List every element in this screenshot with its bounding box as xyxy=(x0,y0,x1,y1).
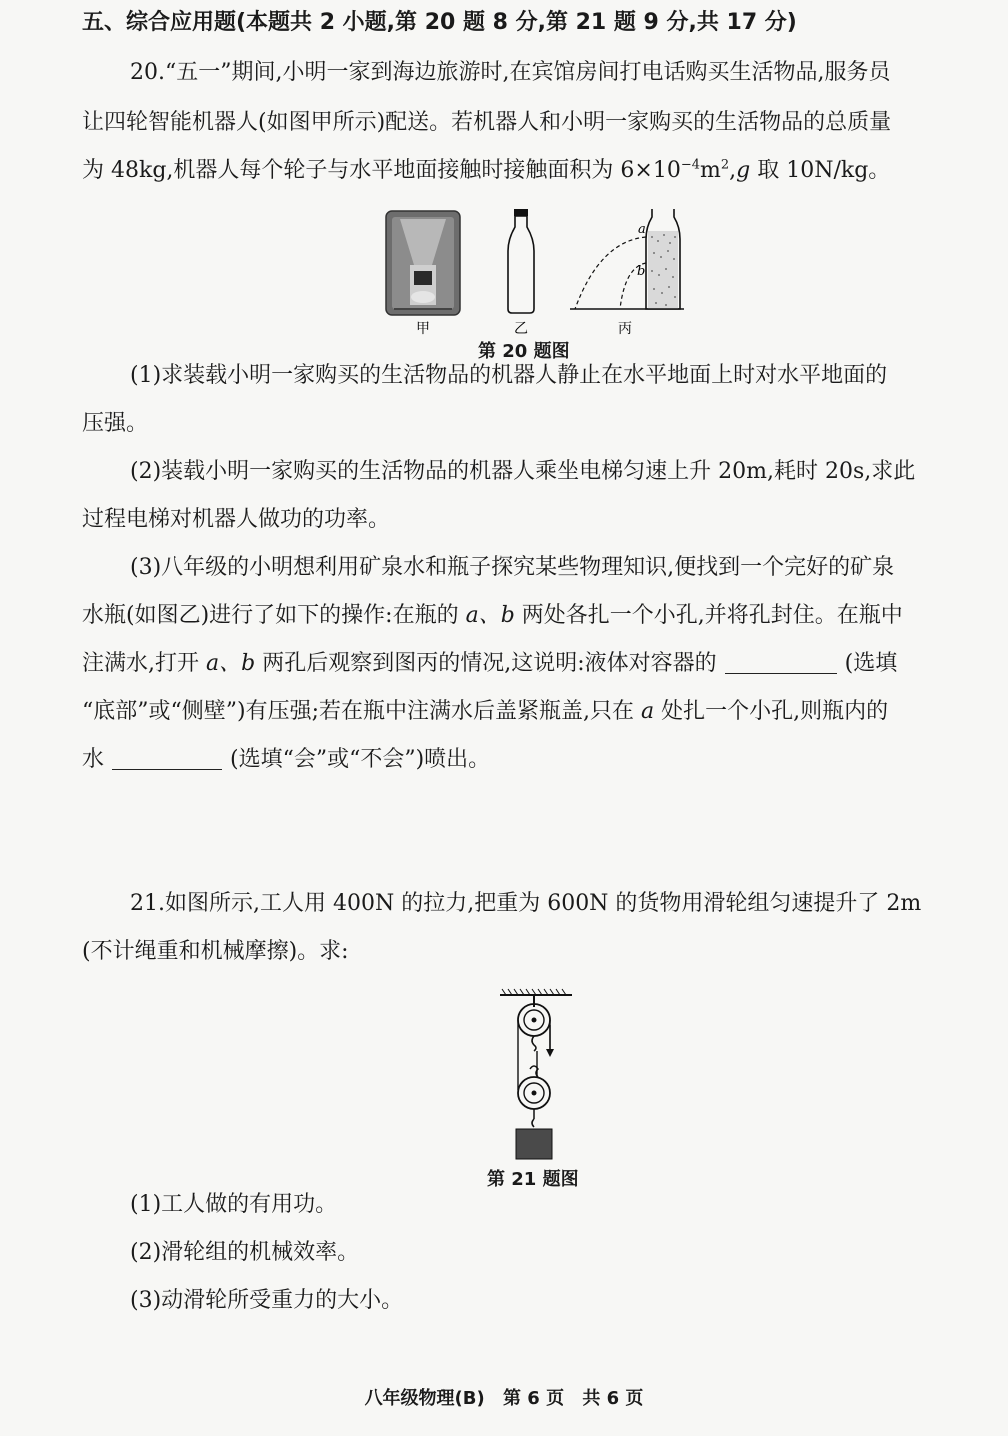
movable-pulley xyxy=(518,1066,550,1127)
footer-subject: 八年级物理(B) xyxy=(364,1388,485,1409)
label-bing: 丙 xyxy=(618,321,632,335)
q20-part3-line-1: (3)八年级的小明想利用矿泉水和瓶子探究某些物理知识,便找到一个完好的矿泉 xyxy=(130,555,895,580)
q21-part1: (1)工人做的有用功。 xyxy=(130,1192,338,1217)
footer-total: 共 6 页 xyxy=(582,1388,644,1409)
figure-21 xyxy=(490,985,580,1165)
bottle-diagram xyxy=(508,209,534,313)
q21-intro-line-1: 21.如图所示,工人用 400N 的拉力,把重为 600N 的货物用滑轮组匀速提升了 2m xyxy=(130,891,922,916)
figure-20-caption: 第 20 题图 xyxy=(478,341,570,362)
answer-blank-2[interactable] xyxy=(112,747,222,770)
cargo-block xyxy=(516,1129,552,1159)
page-footer xyxy=(0,1384,1008,1410)
q21-part3: (3)动滑轮所受重力的大小。 xyxy=(130,1288,404,1313)
q21-part2: (2)滑轮组的机械效率。 xyxy=(130,1240,360,1265)
fixed-pulley xyxy=(518,995,550,1051)
footer-page: 第 6 页 xyxy=(503,1388,565,1409)
ceiling-support xyxy=(500,989,572,995)
robot-photo xyxy=(386,211,460,315)
q20-intro-line-2: 让四轮智能机器人(如图甲所示)配送。若机器人和小明一家购买的生活物品的总质量 xyxy=(82,110,892,135)
label-jia: 甲 xyxy=(416,321,430,335)
label-b: b xyxy=(637,264,646,279)
section-title: 五、综合应用题(本题共 2 小题,第 20 题 8 分,第 21 题 9 分,共 17 分) xyxy=(82,10,797,35)
figure-21-caption: 第 21 题图 xyxy=(487,1169,579,1190)
q20-part2-line-1: (2)装载小明一家购买的生活物品的机器人乘坐电梯匀速上升 20m,耗时 20s,求此 xyxy=(130,459,916,484)
label-a: a xyxy=(638,222,646,237)
q20-part3-line-5: 水 (选填“会”或“不会”)喷出。 xyxy=(82,747,491,772)
q20-part3-line-3: 注满水,打开 a、b 两孔后观察到图丙的情况,这说明:液体对容器的 (选填 xyxy=(82,651,898,676)
q20-intro-line-1: 20.“五一”期间,小明一家到海边旅游时,在宾馆房间打电话购买生活物品,服务员 xyxy=(130,60,891,85)
answer-blank-1[interactable] xyxy=(725,651,837,674)
q20-intro-line-3: 为 48kg,机器人每个轮子与水平地面接触时接触面积为 $6\times 10^{-4}m^2,g$ 取 10N/kg。 xyxy=(82,157,891,183)
label-yi: 乙 xyxy=(514,321,528,335)
q20-part1-line-1: (1)求装载小明一家购买的生活物品的机器人静止在水平地面上时对水平地面的 xyxy=(130,363,888,388)
q21-intro-line-2: (不计绳重和机械摩擦)。求: xyxy=(82,939,349,964)
q20-part3-line-2: 水瓶(如图乙)进行了如下的操作:在瓶的 a、b 两处各扎一个小孔,并将孔封住。在瓶中 xyxy=(82,603,903,628)
water-jet-diagram xyxy=(570,209,684,309)
q20-part1-line-2: 压强。 xyxy=(82,411,149,436)
q20-part3-line-4: “底部”或“侧壁”)有压强;若在瓶中注满水后盖紧瓶盖,只在 a 处扎一个小孔,则瓶内的 xyxy=(82,699,889,724)
q20-part2-line-2: 过程电梯对机器人做功的功率。 xyxy=(82,507,391,532)
figure-20 xyxy=(380,205,700,335)
